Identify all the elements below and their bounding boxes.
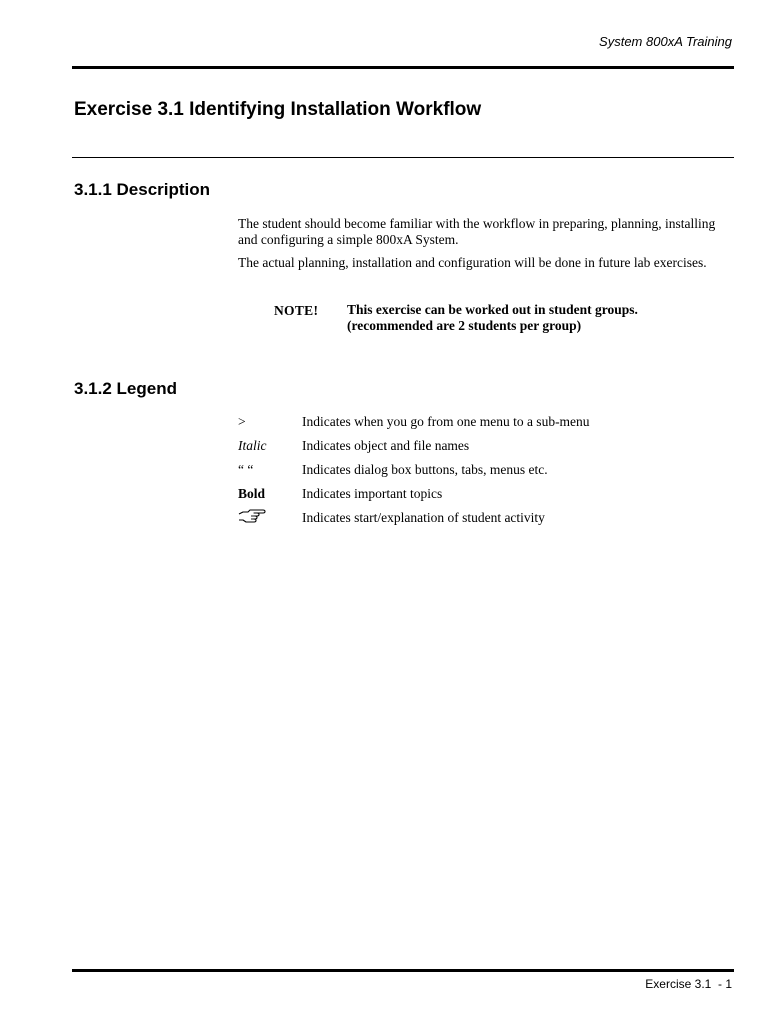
note-line-1: This exercise can be worked out in student groups. bbox=[347, 302, 638, 317]
description-heading: 3.1.1 Description bbox=[74, 180, 211, 199]
note-label: NOTE! bbox=[274, 303, 319, 318]
legend-description: Indicates important topics bbox=[302, 486, 443, 501]
header-rule bbox=[72, 66, 734, 69]
legend-heading: 3.1.2 Legend bbox=[74, 379, 177, 398]
exercise-title: Exercise 3.1 Identifying Installation Workflow bbox=[74, 99, 482, 120]
title-rule bbox=[72, 157, 734, 158]
legend-row-italic bbox=[238, 438, 738, 458]
legend-description: Indicates when you go from one menu to a sub-menu bbox=[302, 414, 590, 429]
description-paragraph-2: The actual planning, installation and configuration will be done in future lab exercises. bbox=[238, 255, 707, 270]
footer-rule bbox=[72, 969, 734, 972]
note-text bbox=[347, 302, 737, 334]
legend-symbol-quotes: “ “ bbox=[238, 462, 254, 477]
legend-description: Indicates dialog box buttons, tabs, menus etc. bbox=[302, 462, 548, 477]
legend-row-quotes bbox=[238, 462, 738, 482]
legend-description: Indicates start/explanation of student activity bbox=[302, 510, 545, 525]
footer-page-label: Exercise 3.1 - 1 bbox=[645, 977, 732, 991]
legend-row-bold bbox=[238, 486, 738, 506]
pointing-hand-icon bbox=[238, 510, 266, 532]
note-line-2: (recommended are 2 students per group) bbox=[347, 318, 582, 333]
legend-symbol-italic: Italic bbox=[238, 438, 267, 453]
legend-row-submenu bbox=[238, 414, 738, 434]
legend-description: Indicates object and file names bbox=[302, 438, 470, 453]
legend-symbol-bold: Bold bbox=[238, 486, 266, 501]
legend-symbol-arrow: > bbox=[238, 414, 246, 429]
legend-row-activity bbox=[238, 510, 738, 530]
running-header: System 800xA Training bbox=[599, 34, 732, 49]
description-paragraph-1: The student should become familiar with the workflow in preparing, planning, installing and configuring a simple 800xA System. bbox=[238, 216, 716, 247]
